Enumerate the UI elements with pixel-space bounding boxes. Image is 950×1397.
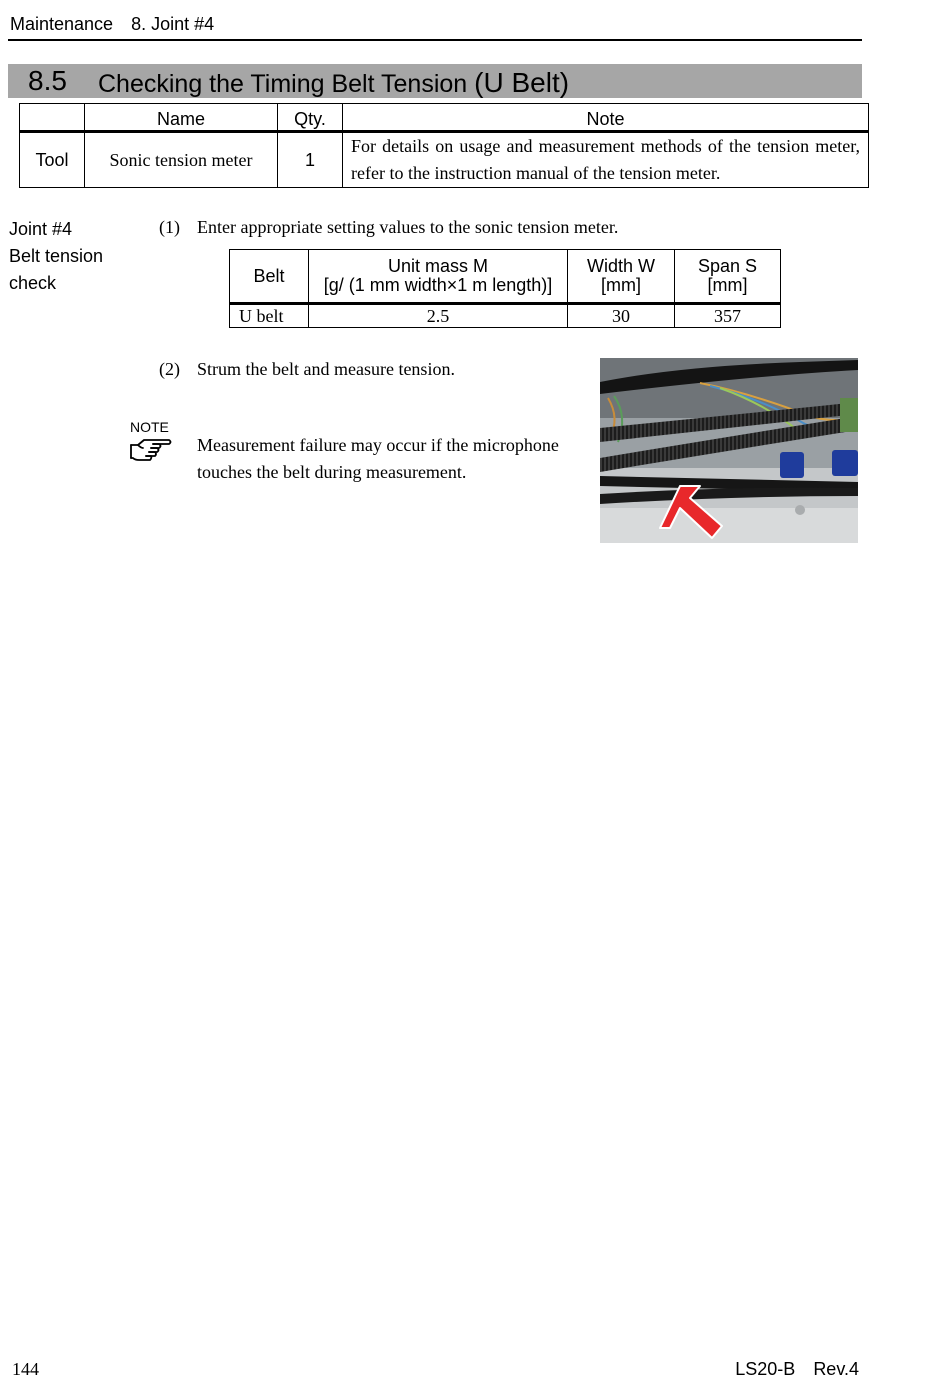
document-id (735, 1359, 859, 1380)
running-header (10, 14, 214, 35)
doc-revision: Rev.4 (813, 1359, 859, 1379)
note-text: Measurement failure may occur if the microphone touches the belt during measurement. (197, 435, 559, 482)
note-label: NOTE (130, 419, 169, 435)
belt-table-header-span-line1: Span S (697, 256, 758, 276)
tool-row-qty: 1 (278, 132, 343, 188)
tool-table-header-note: Note (343, 104, 869, 132)
belt-row-span: 357 (675, 304, 781, 328)
belt-table-header-width-line1: Width W (586, 256, 655, 276)
header-chapter: 8. Joint #4 (131, 14, 215, 34)
section-title (98, 67, 569, 99)
side-label-line2: Belt tension (9, 246, 104, 266)
side-label (9, 216, 103, 297)
section-title-text: Checking the Timing Belt Tension (98, 70, 468, 98)
step-1-text: Enter appropriate setting values to the sonic tension meter. (197, 217, 619, 237)
tool-table (19, 103, 869, 188)
belt-photo (600, 358, 858, 543)
tool-table-header-name: Name (85, 104, 278, 132)
section-title-bar (8, 64, 862, 98)
belt-row-width: 30 (568, 304, 675, 328)
header-section: Maintenance (10, 14, 114, 34)
step-2-text: Strum the belt and measure tension. (197, 359, 455, 379)
belt-settings-table (229, 249, 781, 328)
tool-table-row (20, 132, 869, 188)
section-title-paren: (U Belt) (474, 67, 570, 98)
belt-table-header-width-line2: [mm] (601, 275, 641, 295)
belt-table-header-mass-line2: [g/ (1 mm width×1 m length)] (323, 275, 553, 295)
belt-table-header-span (675, 250, 781, 304)
side-label-line1: Joint #4 (9, 219, 73, 239)
tool-table-header-blank (20, 104, 85, 132)
belt-table-row (230, 304, 781, 328)
belt-table-header-belt: Belt (230, 250, 309, 304)
doc-name: LS20-B (735, 1359, 796, 1379)
step-1-number: (1) (159, 217, 180, 237)
tool-row-note: For details on usage and measurement methods of the tension meter, refer to the instruction manual of the tension meter. (343, 132, 869, 188)
belt-row-belt: U belt (230, 304, 309, 328)
belt-row-mass: 2.5 (309, 304, 568, 328)
header-rule (8, 39, 862, 41)
belt-table-header-span-line2: [mm] (707, 275, 748, 295)
step-2 (159, 359, 455, 380)
pointing-hand-icon (129, 436, 173, 469)
belt-table-header-width (568, 250, 675, 304)
belt-table-header-mass (309, 250, 568, 304)
step-2-number: (2) (159, 359, 180, 379)
tool-row-label: Tool (20, 132, 85, 188)
page-number: 144 (12, 1359, 39, 1379)
belt-table-header-mass-line1: Unit mass M (387, 256, 488, 276)
step-1 (159, 217, 618, 238)
side-label-line3: check (9, 273, 57, 293)
section-number: 8.5 (28, 65, 67, 96)
belt-table-header-row (230, 250, 781, 304)
tool-table-header-row (20, 104, 869, 132)
tool-table-header-qty: Qty. (278, 104, 343, 132)
tool-row-name: Sonic tension meter (85, 132, 278, 188)
